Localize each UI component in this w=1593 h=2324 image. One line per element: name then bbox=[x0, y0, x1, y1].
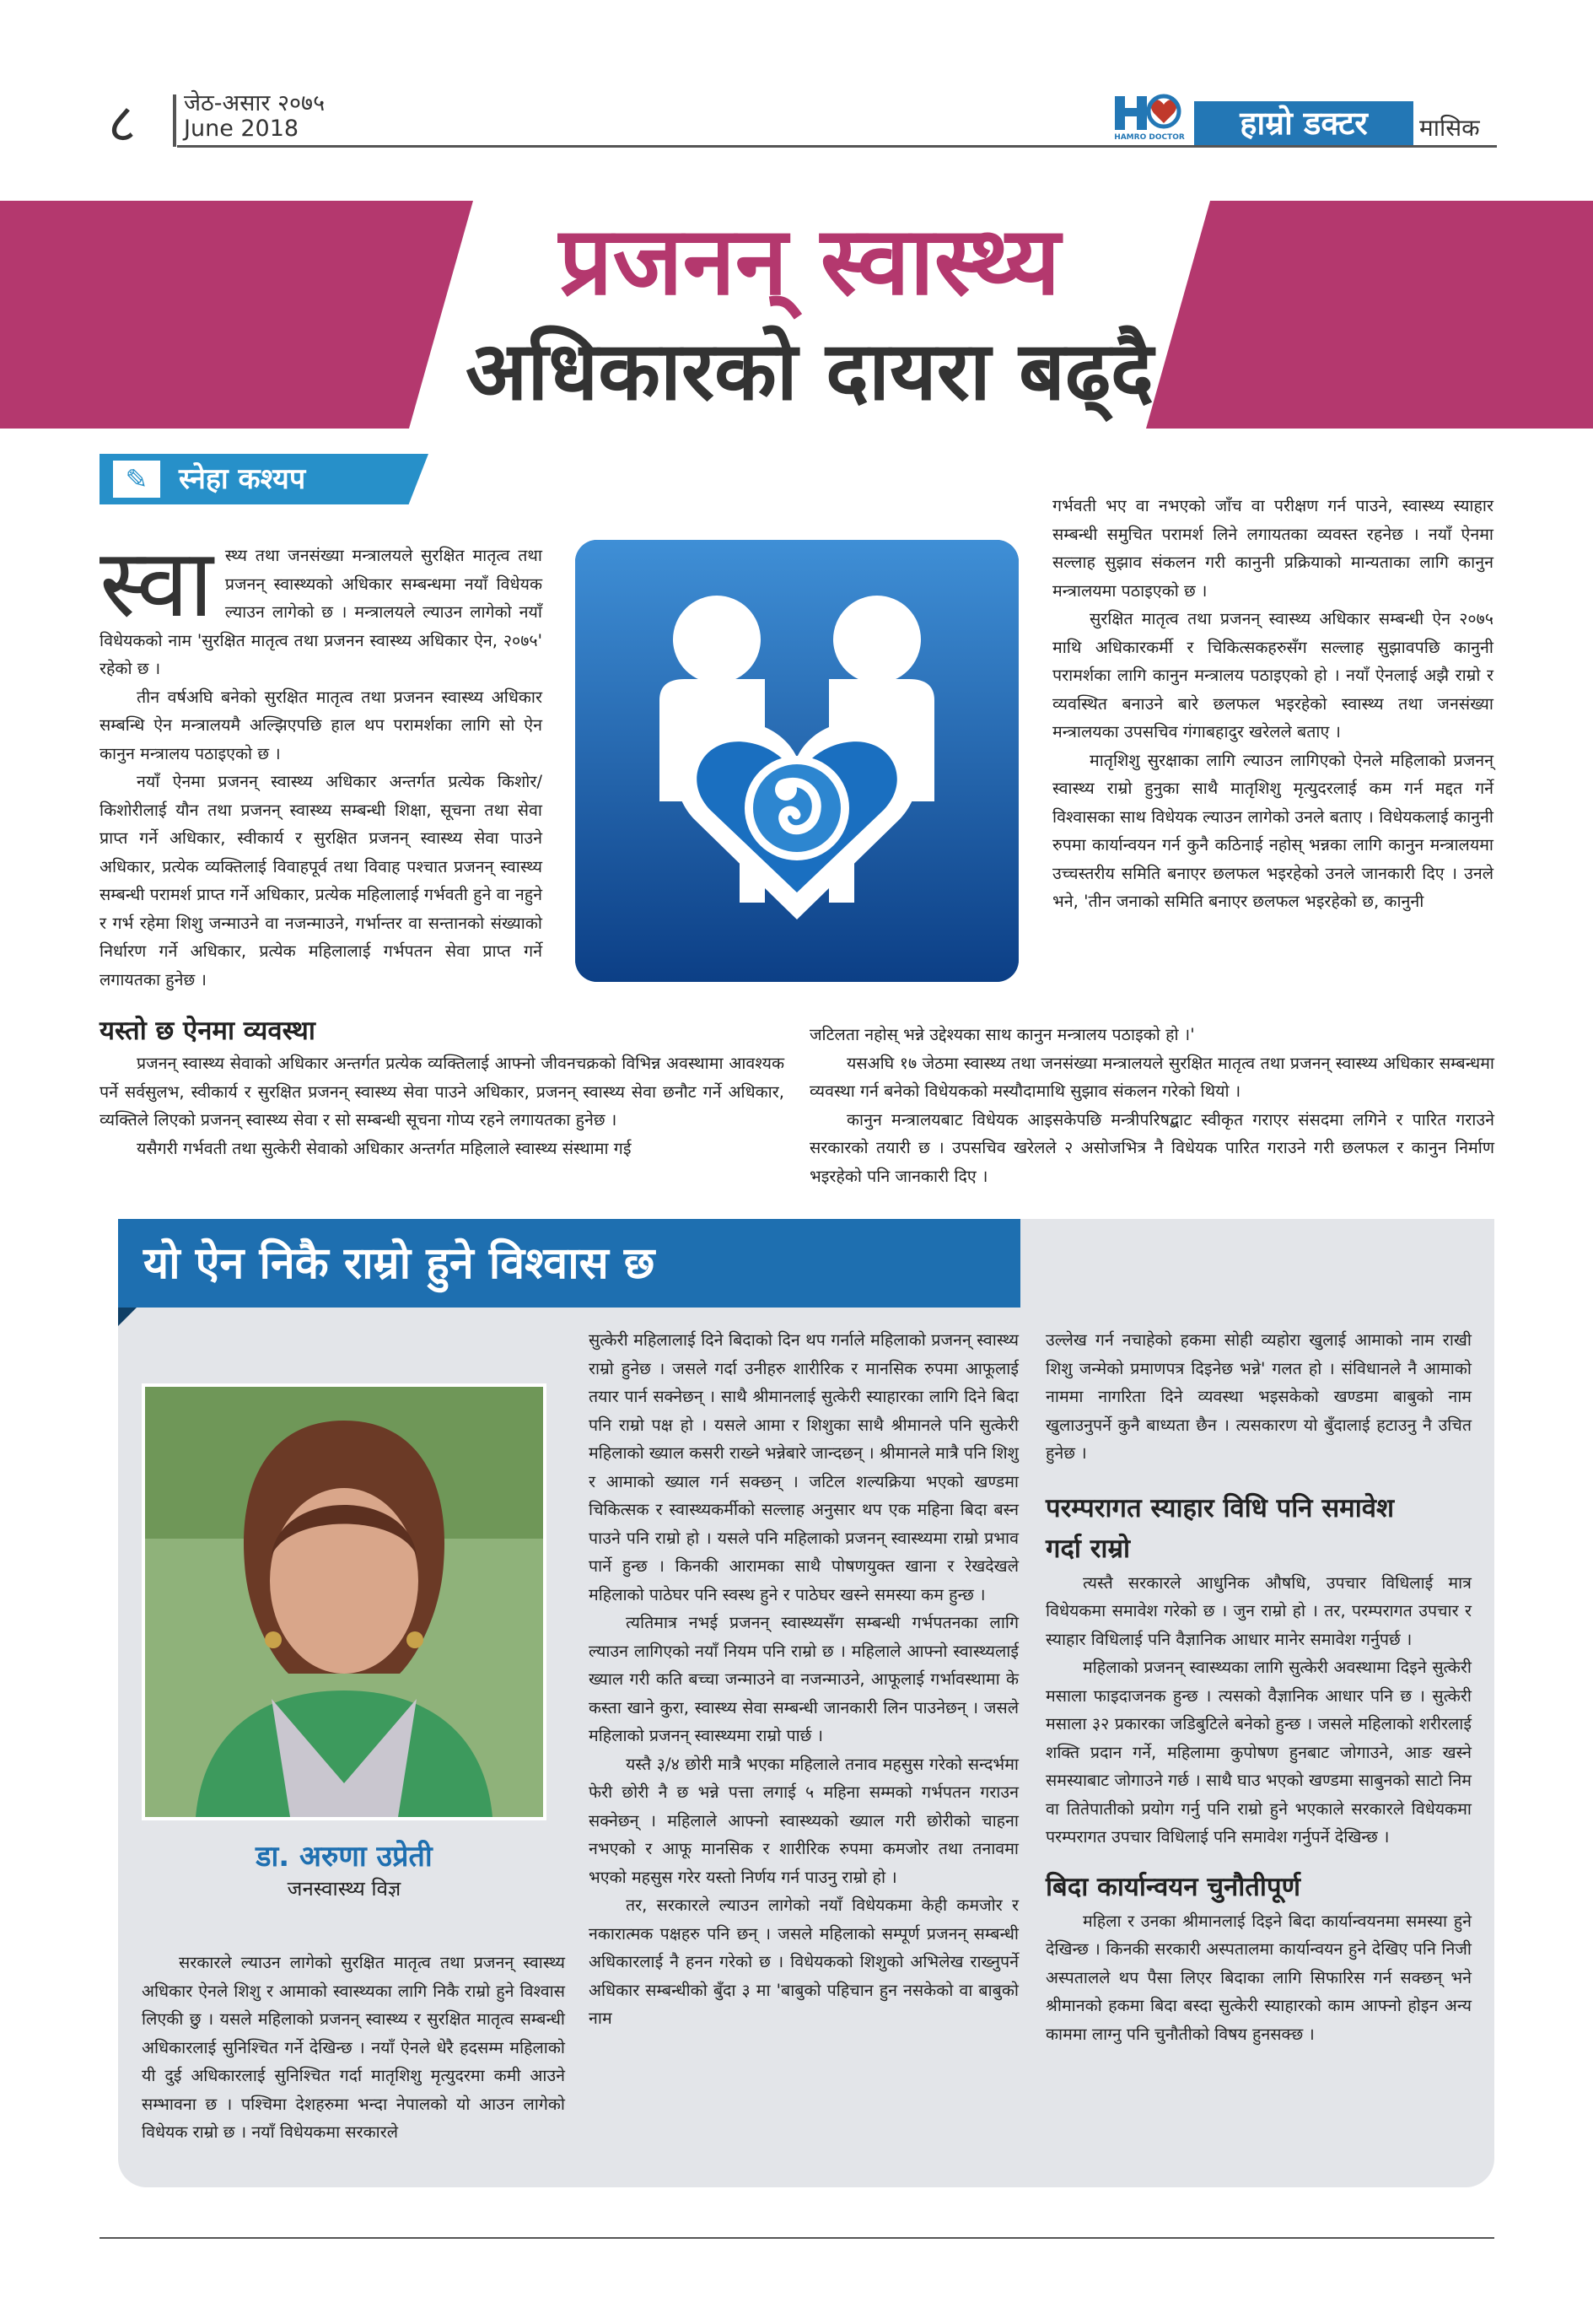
issue-date-english: June 2018 bbox=[184, 116, 299, 142]
reproductive-health-illustration bbox=[575, 540, 1019, 982]
portrait-photo bbox=[142, 1383, 546, 1820]
interviewee-name: डा. अरुणा उप्रेती bbox=[256, 1840, 433, 1874]
paragraph: नयाँ ऐनमा प्रजनन् स्वास्थ्य अधिकार अन्तर्गत प्रत्येक किशोर/किशोरीलाई यौन तथा प्रजनन् स्वास्थ्य सम्बन्धी शिक्षा, सूचना तथा सेवा प्राप्त गर्ने अधिकार, स्वीकार्य र सुरक्षित प्रजनन् स्वास्थ्य सेवा पाउने अधिकार, प्रत्येक व्यक्तिलाई विवाहपूर्व तथा विवाह पश्चात प्रजनन् स्वास्थ्य सम्बन्धी परामर्श प्राप्त गर्ने अधिकार, प्रत्येक महिलालाई गर्भवती हुने वा नहुने र गर्भ रहेमा शिशु जन्माउने वा नजन्माउने, गर्भान्तर वा सन्तानको संख्याको निर्धारण गर्ने अधिकार, प्रत्येक महिलालाई गर्भपतन सेवा प्राप्त गर्ने लगायतका हुनेछ । bbox=[100, 772, 542, 989]
logo-text: HAMRO DOCTOR bbox=[1114, 133, 1185, 142]
bottom-rule bbox=[100, 2237, 1494, 2239]
paragraph: कानुन मन्त्रालयबाट विधेयक आइसकेपछि मन्त्रीपरिषद्बाट स्वीकृत गराएर संसदमा लगिने र पारित गराउने सरकारको तयारी छ । उपसचिव खरेलले २ असोजभित्र नै विधेयक पारित गराउने गरी छलफल र कानुन निर्माण भइरहेको पनि जानकारी दिए । bbox=[810, 1109, 1494, 1186]
paragraph: यसअघि १७ जेठमा स्वास्थ्य तथा जनसंख्या मन्त्रालयले सुरक्षित मातृत्व तथा प्रजनन् स्वास्थ्य अधिकार सम्बन्धमा व्यवस्था गर्न बनेको विधेयकको मस्यौदामाथि सुझाव संकलन गरेको थियो । bbox=[810, 1053, 1494, 1101]
drop-cap: स्वा bbox=[100, 529, 213, 639]
interview-column-3 bbox=[1046, 1326, 1472, 2048]
issue-date bbox=[184, 91, 325, 142]
title-bar-fold bbox=[118, 1308, 137, 1326]
subhead-line: गर्दा राम्रो bbox=[1046, 1533, 1131, 1564]
interview-subhead: बिदा कार्यान्वयन चुनौतीपूर्ण bbox=[1046, 1871, 1300, 1902]
article-wide-right bbox=[810, 1021, 1494, 1190]
interview-title: यो ऐन निकै राम्रो हुने विश्वास छ bbox=[143, 1238, 655, 1289]
header-rule bbox=[177, 145, 1497, 148]
interview-column-2 bbox=[589, 1326, 1019, 2033]
article-column-3 bbox=[1052, 492, 1493, 916]
hamro-doctor-logo bbox=[1111, 93, 1187, 145]
paragraph: त्यस्तै सरकारले आधुनिक औषधि, उपचार विधिलाई मात्र विधेयकमा समावेश गरेको छ । जुन राम्रो हो । तर, परम्परागत उपचार र स्याहार विधिलाई पनि वैज्ञानिक आधार मानेर समावेश गर्नुपर्छ । bbox=[1046, 1572, 1472, 1649]
author-name: स्नेहा कश्यप bbox=[179, 462, 306, 496]
page-number: ८ bbox=[108, 93, 137, 155]
lead-paragraph bbox=[100, 529, 542, 683]
paragraph: तर, सरकारले ल्याउन लागेको नयाँ विधेयकमा केही कमजोर र नकारात्मक पक्षहरु पनि छन् । जसले महिलाको सम्पूर्ण प्रजनन् सम्बन्धी अधिकारलाई नै हनन गरेको छ । विधेयकको शिशुको अभिलेख राख्नुपर्ने अधिकार सम्बन्धीको बुँदा ३ मा 'बाबुको पहिचान हुन नसकेको वा बाबुको नाम bbox=[589, 1895, 1019, 2028]
brand-masthead bbox=[1111, 93, 1499, 145]
paragraph: यसैगरी गर्भवती तथा सुत्केरी सेवाको अधिकार अन्तर्गत महिलाले स्वास्थ्य संस्थामा गई bbox=[137, 1138, 632, 1158]
paragraph: उल्लेख गर्न नचाहेको हकमा सोही व्यहोरा खुलाई आमाको नाम राखी शिशु जन्मेको प्रमाणपत्र दिइनेछ भन्ने' गलत हो । संविधानले नै आमाको नाममा नागरिता दिने व्यवस्था भइसकेको खण्डमा बाबुको नाम खुलाउनुपर्ने कुनै बाध्यता छैन । त्यसकारण यो बुँदालाई हटाउनु नै उचित हुनेछ । bbox=[1046, 1330, 1472, 1463]
header-separator bbox=[173, 94, 176, 147]
paragraph: यस्तै ३/४ छोरी मात्रै भएका महिलाले तनाव महसुस गरेको सन्दर्भमा फेरी छोरी नै छ भन्ने पत्ता लगाई ५ महिना सम्मको गर्भपतन गराउन सक्नेछन् । महिलाले आफ्नो स्वास्थ्यको ख्याल गरी छोरीको चाहना नभएको र आफू मानसिक र शारीरिक रुपमा कमजोर तथा तनावमा भएको महसुस गरेर यस्तो निर्णय गर्न पाउनु राम्रो हो । bbox=[589, 1754, 1019, 1887]
paragraph: सुरक्षित मातृत्व तथा प्रजनन् स्वास्थ्य अधिकार सम्बन्धी ऐन २०७५ माथि अधिकारकर्मी र चिकित्सकहरुसँग सल्लाह सुझावपछि कानुनी परामर्शका लागि कानुन मन्त्रालय पठाइएको हो । नयाँ ऐनलाई अझै राम्रो र व्यवस्थित बनाउने बारे छलफल भइरहेको स्वास्थ्य तथा जनसंख्या मन्त्रालयका उपसचिव गंगाबहादुर खरेलले बताए । bbox=[1052, 609, 1493, 741]
article-column-1 bbox=[100, 529, 542, 994]
headline-line-2: अधिकारको दायरा बढ्दै bbox=[465, 324, 1154, 418]
section-subhead: यस्तो छ ऐनमा व्यवस्था bbox=[100, 1016, 315, 1046]
paragraph: त्यतिमात्र नभई प्रजनन् स्वास्थ्यसँग सम्बन्धी गर्भपतनका लागि ल्याउन लागिएको नयाँ नियम पनि राम्रो छ । महिलाले आफ्नो स्वास्थ्यलाई ख्याल गरी कति बच्चा जन्माउने वा नजन्माउने, आफूलाई गर्भावस्थामा के कस्ता खाने कुरा, स्वास्थ्य सेवा सम्बन्धी जानकारी लिन पाउनेछन् । जसले महिलाको प्रजनन् स्वास्थ्यमा राम्रो पार्छ । bbox=[589, 1613, 1019, 1745]
interview-column-1 bbox=[142, 1949, 565, 2147]
paragraph: जटिलता नहोस् भन्ने उद्देश्यका साथ कानुन मन्त्रालय पठाइको हो ।' bbox=[810, 1025, 1195, 1044]
paragraph: प्रजनन् स्वास्थ्य सेवाको अधिकार अन्तर्गत प्रत्येक व्यक्तिलाई आफ्नो जीवनचक्रको विभिन्न अवस्थामा आवश्यक पर्ने सर्वसुलभ, स्वीकार्य र सुरक्षित प्रजनन् स्वास्थ्य सेवा पाउने अधिकार, प्रजनन् स्वास्थ्य सेवा छनौट गर्ने अधिकार, व्यक्तिले लिएको प्रजनन् स्वास्थ्य सेवा र सो सम्बन्धी सूचना गोप्य रहने लगायतका हुनेछ । bbox=[100, 1054, 784, 1130]
paragraph: महिला र उनका श्रीमानलाई दिइने बिदा कार्यान्वयनमा समस्या हुने देखिन्छ । किनकी सरकारी अस्पतालमा कार्यान्वयन हुने देखिए पनि निजी अस्पतालले थप पैसा लिएर बिदाका लागि सिफारिस गर्न सक्छन् भने श्रीमानको हकमा बिदा बस्दा सुत्केरी स्याहारको काम आफ्नो होइन अन्य काममा लाग्नु पनि चुनौतीको विषय हुनसक्छ । bbox=[1046, 1911, 1472, 2044]
headline-line-1: प्रजनन् स्वास्थ्य bbox=[558, 207, 1061, 316]
paragraph: मातृशिशु सुरक्षाका लागि ल्याउन लागिएको ऐनले महिलाको प्रजनन् स्वास्थ्य राम्रो हुनुका साथै मातृशिशु मृत्युदरलाई कम गर्न मद्दत गर्ने विश्वासका साथ विधेयक ल्याउन लागेको उनले बताए । विधेयकलाई कानुनी रुपमा कार्यान्वयन गर्न कुनै कठिनाई नहोस् भन्नका लागि कानुन मन्त्रालयमा उच्चस्तरीय समिति बनाएर छलफल भइरहेको उनले जानकारी दिए । उनले भने, 'तीन जनाको समिति बनाएर छलफल भइरहेको छ, कानुनी bbox=[1052, 750, 1493, 911]
subhead-line: परम्परागत स्याहार विधि पनि समावेश bbox=[1046, 1492, 1395, 1523]
paragraph: सुत्केरी महिलालाई दिने बिदाको दिन थप गर्नाले महिलाको प्रजनन् स्वास्थ्य राम्रो हुनेछ । जसले गर्दा उनीहरु शारीरिक र मानसिक रुपमा आफूलाई तयार पार्न सक्नेछन् । साथै श्रीमानलाई सुत्केरी स्याहारका लागि दिने बिदा पनि राम्रो पक्ष हो । यसले आमा र शिशुका साथै श्रीमानले पनि सुत्केरी महिलाको ख्याल कसरी राख्ने भन्नेबारे जान्दछन् । श्रीमानले मात्रै पनि शिशु र आमाको ख्याल गर्न सक्छन् । जटिल शल्यक्रिया भएको खण्डमा चिकित्सक र स्वास्थ्यकर्मीको सल्लाह अनुसार थप एक महिना बिदा बस्न पाउने पनि राम्रो हो । यसले पनि महिलाको प्रजनन् स्वास्थ्यमा राम्रो प्रभाव पार्ने हुन्छ । किनकी आरामका साथै पोषणयुक्त खाना र रेखदेखले महिलाको पाठेघर पनि स्वस्थ हुने र पाठेघर खस्ने समस्या कम हुन्छ । bbox=[589, 1330, 1019, 1604]
paragraph: महिलाको प्रजनन् स्वास्थ्यका लागि सुत्केरी अवस्थामा दिइने सुत्केरी मसाला फाइदाजनक हुन्छ । त्यसको वैज्ञानिक आधार पनि छ । सुत्केरी मसाला ३२ प्रकारका जडिबुटिले बनेको हुन्छ । जसले महिलाको शरीरलाई शक्ति प्रदान गर्ने, महिलामा कुपोषण हुनबाट जोगाउने, आङ खस्ने समस्याबाट जोगाउने गर्छ । साथै घाउ भएको खण्डमा साबुनको साटो निम वा तितेपातीको प्रयोग गर्नु पनि राम्रो हुने भएकाले सरकारले विधेयकमा परम्परागत उपचार विधिलाई पनि समावेश गर्नुपर्ने देखिन्छ । bbox=[1046, 1658, 1472, 1847]
interviewee-title: जनस्वास्थ्य विज्ञ bbox=[287, 1877, 401, 1901]
issue-date-nepali: जेठ-असार २०७५ bbox=[184, 90, 326, 116]
interview-subhead bbox=[1046, 1488, 1472, 1569]
paragraph: गर्भवती भए वा नभएको जाँच वा परीक्षण गर्न पाउने, स्वास्थ्य स्याहार सम्बन्धी समुचित परामर्श लिने लगायतका व्यवस्त रहनेछ । नयाँ ऐनमा सल्लाह सुझाव संकलन गरी कानुनी प्रक्रियाको मान्यताका लागि कानुन मन्त्रालयमा पठाइएको छ । bbox=[1052, 496, 1493, 601]
paragraph: तीन वर्षअघि बनेको सुरक्षित मातृत्व तथा प्रजनन स्वास्थ्य अधिकार सम्बन्धि ऐन मन्त्रालयमै अल्झिएपछि हाल थप परामर्शका लागि सो ऐन कानुन मन्त्रालय पठाइएको छ । bbox=[100, 687, 542, 763]
article-wide-left bbox=[100, 1049, 784, 1162]
brand-subtitle: मासिक bbox=[1419, 114, 1480, 142]
paragraph: सरकारले ल्याउन लागेको सुरक्षित मातृत्व तथा प्रजनन् स्वास्थ्य अधिकार ऐनले शिशु र आमाको स्वास्थ्यका लागि निकै राम्रो हुने विश्वास लिएकी छु । यसले महिलाको प्रजनन् स्वास्थ्य र सुरक्षित मातृत्व सम्बन्धी अधिकारलाई सुनिश्चित गर्ने देखिन्छ । नयाँ ऐनले धेरै हदसम्म महिलाको यी दुई अधिकारलाई सुनिश्चित गर्दा मातृशिशु मृत्युदरमा कमी आउने सम्भावना छ । पश्चिमा देशहरुमा भन्दा नेपालको यो आउन लागेको विधेयक राम्रो छ । नयाँ विधेयकमा सरकारले bbox=[142, 1953, 565, 2142]
brand-name: हाम्रो डक्टर bbox=[1194, 101, 1413, 145]
pen-icon: ✎ bbox=[113, 461, 160, 498]
lead-text: स्थ्य तथा जनसंख्या मन्त्रालयले सुरक्षित मातृत्व तथा प्रजनन् स्वास्थ्यको अधिकार सम्बन्धमा नयाँ विधेयक ल्याउन लागेको छ । मन्त्रालयले ल्याउन लागेको नयाँ विधेयकको नाम 'सुरक्षित मातृत्व तथा प्रजनन स्वास्थ्य अधिकार ऐन, २०७५' रहेको छ । bbox=[100, 546, 542, 678]
